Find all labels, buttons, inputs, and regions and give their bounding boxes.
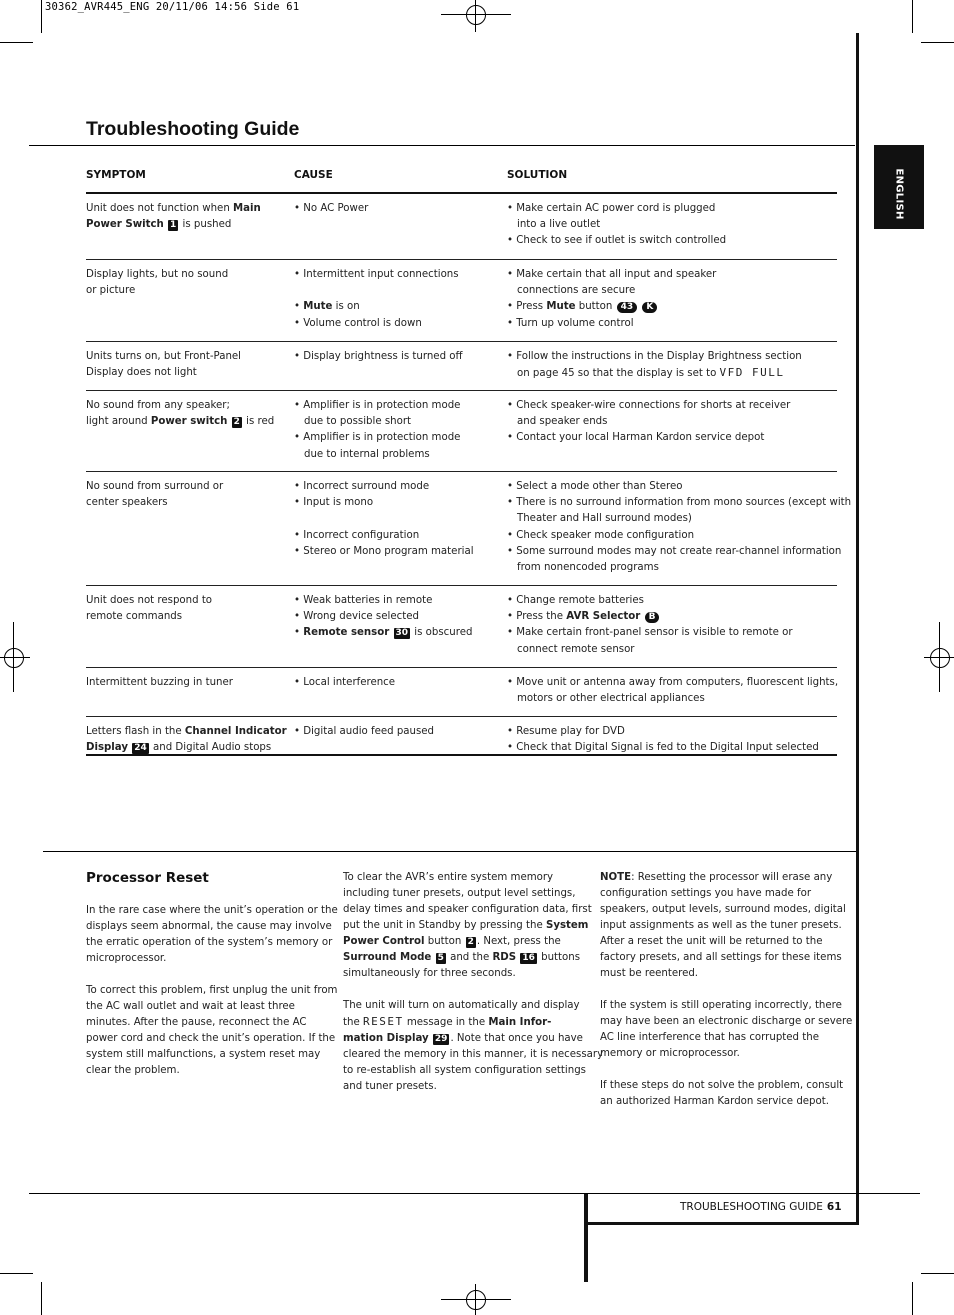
text-run: and Digital Audio stops <box>149 742 272 754</box>
text-line <box>600 934 845 950</box>
bullet-line: • Wrong device selected <box>294 611 419 623</box>
bullet-line: connect remote sensor <box>517 643 635 655</box>
text-run: No sound from surround or <box>86 481 224 492</box>
text-line <box>343 1031 588 1047</box>
section-rule <box>43 851 856 852</box>
bullet-line: into a live outlet <box>517 219 601 231</box>
solution-cell <box>507 675 837 707</box>
text-run: buttons <box>537 952 581 963</box>
page-number: 61 <box>826 1201 842 1213</box>
processor-reset-column-2 <box>343 870 604 1111</box>
text-run: cleared the memory in this manner, it is necessary <box>343 1049 604 1060</box>
bullet-line: • Display brightness is turned off <box>294 351 463 362</box>
text-line <box>343 1047 604 1063</box>
symptom-cell <box>86 724 286 756</box>
text-run: . Note that once you have <box>450 1033 583 1044</box>
text-run <box>164 219 167 230</box>
column-header-solution: SOLUTION <box>507 169 568 181</box>
text-run: Letters flash in the <box>86 726 185 737</box>
text-line <box>86 217 286 233</box>
bullet-line: motors or other electrical appliances <box>517 693 705 705</box>
bold-term: System <box>545 920 589 931</box>
page-right-rule <box>856 33 859 1225</box>
bullet-line: • Intermittent input connections <box>294 269 459 280</box>
registration-mark <box>4 648 24 668</box>
remote-button-badge: K <box>642 302 657 313</box>
text-line <box>86 283 286 299</box>
text-line <box>86 414 286 430</box>
text-line <box>86 479 286 495</box>
text-line <box>343 966 588 982</box>
text-line <box>86 1063 331 1079</box>
text-line <box>343 918 588 934</box>
page-title: Troubleshooting Guide <box>86 118 300 140</box>
solution-cell <box>507 267 837 332</box>
registration-mark <box>466 5 486 25</box>
text-run: the erratic operation of the system’s memory or <box>86 937 333 948</box>
text-run: Display does not light <box>86 367 197 379</box>
text-run: AC line interference that has corrupted the <box>600 1032 819 1043</box>
text-run: • <box>294 301 304 313</box>
text-run <box>128 742 131 753</box>
text-line <box>86 983 338 999</box>
paragraph <box>600 1078 845 1110</box>
text-run: or picture <box>86 285 136 297</box>
bullet-line: • Amplifier is in protection mode <box>294 400 461 411</box>
text-run: is red <box>242 416 275 428</box>
text-line <box>86 1031 336 1047</box>
text-line <box>343 1014 588 1031</box>
crop-mark <box>0 42 33 43</box>
text-run: Intermittent buzzing in tuner <box>86 677 233 688</box>
text-line <box>86 495 286 511</box>
cause-cell <box>294 593 499 642</box>
table-row <box>86 471 852 585</box>
bullet-line: • Check speaker mode configuration <box>507 529 695 541</box>
text-line <box>86 609 286 625</box>
display-readout: RESET <box>362 1015 404 1028</box>
text-run: clear the problem. <box>86 1065 180 1076</box>
bullet-line: • Follow the instructions in the Display Brightness section <box>507 351 802 362</box>
text-run: center speakers <box>86 497 168 509</box>
crop-mark <box>41 1282 42 1315</box>
text-line <box>600 1030 845 1046</box>
text-run: is pushed <box>179 219 232 231</box>
text-run: To correct this problem, first unplug the unit from <box>86 985 338 996</box>
text-run: microprocessor. <box>86 953 167 964</box>
bullet-line: • There is no surround information from mono sources (except with <box>507 497 852 509</box>
text-run: put the unit in Standby by pressing the <box>343 920 546 931</box>
text-run: may have been an electronic discharge or severe <box>600 1016 853 1027</box>
bullet-line: • Local interference <box>294 677 396 688</box>
text-line <box>507 299 837 315</box>
text-line <box>343 950 588 966</box>
text-line <box>343 1079 588 1095</box>
text-line <box>86 919 331 935</box>
registration-mark <box>441 14 511 15</box>
processor-reset-column-3 <box>600 870 853 1126</box>
cause-cell <box>294 201 499 217</box>
cause-cell <box>294 398 499 463</box>
bold-term: Channel Indicator <box>184 726 287 737</box>
crop-mark <box>0 1273 33 1274</box>
bullet-line: • Input is mono <box>294 497 374 509</box>
text-run: speakers, output levels, surround modes, digital <box>600 904 846 915</box>
text-line <box>86 724 286 740</box>
text-line <box>294 299 499 315</box>
text-line <box>86 1047 331 1063</box>
text-line <box>86 999 331 1015</box>
spacer <box>294 283 499 299</box>
crop-mark <box>921 1273 954 1274</box>
text-line <box>600 1014 853 1030</box>
processor-reset-heading: Processor Reset <box>86 870 209 886</box>
text-line <box>343 886 588 902</box>
registration-mark <box>0 657 30 658</box>
text-run <box>431 952 434 963</box>
bullet-line: • Stereo or Mono program material <box>294 545 474 557</box>
reference-number-badge: 5 <box>437 953 444 963</box>
solution-cell <box>507 398 837 447</box>
paragraph <box>600 998 853 1062</box>
language-label: ENGLISH <box>893 168 905 220</box>
symptom-cell <box>86 479 286 511</box>
text-run: remote commands <box>86 611 183 623</box>
text-run: Unit does not respond to <box>86 595 213 606</box>
bullet-line: • Incorrect surround mode <box>294 481 430 492</box>
paragraph <box>343 870 592 982</box>
bold-term: mation Display <box>343 1033 429 1044</box>
text-run: factory presets, and all settings for these items <box>600 952 842 963</box>
text-run: including tuner presets, output level settings, <box>343 888 576 899</box>
text-run: and the <box>446 952 493 963</box>
bold-term: Power Switch <box>86 219 164 231</box>
reference-number-badge: 2 <box>467 937 474 947</box>
text-line <box>600 886 845 902</box>
bullet-line: • Make certain AC power cord is plugged <box>507 203 716 214</box>
text-run: • Press <box>507 301 547 313</box>
text-run: message in the <box>403 1017 489 1028</box>
symptom-cell <box>86 349 286 381</box>
symptom-cell <box>86 675 286 691</box>
solution-cell <box>507 593 837 658</box>
text-line <box>343 902 592 918</box>
registration-mark <box>475 1284 476 1315</box>
text-line <box>600 998 845 1014</box>
table-row <box>86 341 837 390</box>
text-run: • Press the <box>507 611 567 623</box>
text-line <box>86 1015 331 1031</box>
bold-term: Surround Mode <box>343 952 432 963</box>
crop-mark <box>912 1282 913 1315</box>
bullet-line: • Check to see if outlet is switch controlled <box>507 235 727 247</box>
text-run: The unit will turn on automatically and display <box>343 1000 580 1011</box>
reference-number-badge: 2 <box>233 417 240 428</box>
language-tab <box>874 145 924 229</box>
table-row <box>86 716 837 764</box>
reference-number-badge: 1 <box>170 220 177 231</box>
table-row <box>86 585 837 667</box>
title-rule <box>29 145 855 146</box>
crop-mark <box>41 0 42 33</box>
print-slug: 30362_AVR445_ENG 20/11/06 14:56 Side 61 <box>45 1 300 13</box>
text-run: must be reentered. <box>600 968 699 979</box>
registration-mark <box>939 622 940 692</box>
bullet-line: due to possible short <box>304 416 412 428</box>
text-line <box>86 935 331 951</box>
bold-term: Main <box>233 203 261 214</box>
troubleshooting-table <box>86 192 852 764</box>
bold-term: NOTE <box>600 872 632 883</box>
solution-cell <box>507 201 837 250</box>
text-line <box>343 998 588 1014</box>
text-run <box>389 627 392 638</box>
paragraph <box>86 983 338 1079</box>
bullet-line: • Weak batteries in remote <box>294 595 433 606</box>
text-line <box>600 1046 845 1062</box>
text-line <box>86 201 286 217</box>
bullet-line: • Volume control is down <box>294 317 422 329</box>
text-run: simultaneously for three seconds. <box>343 968 516 979</box>
text-run: No sound from any speaker; <box>86 400 230 411</box>
text-line <box>343 870 588 886</box>
text-run <box>638 301 641 312</box>
text-line <box>86 675 286 691</box>
solution-cell <box>507 479 852 576</box>
bullet-line: • Change remote batteries <box>507 595 644 606</box>
reference-number-badge: 16 <box>522 953 535 963</box>
solution-cell <box>507 349 837 382</box>
text-run: Display lights, but no sound <box>86 269 229 280</box>
text-run: : Resetting the processor will erase any <box>631 872 833 883</box>
text-run: an authorized Harman Kardon service depot. <box>600 1096 829 1107</box>
text-run: displays seem abnormal, the cause may involve <box>86 921 332 932</box>
text-run: To clear the AVR’s entire system memory <box>343 872 554 883</box>
text-run: delay times and speaker configuration data, first <box>343 904 592 915</box>
text-run: on page 45 so that the display is set to <box>517 368 720 380</box>
reference-number-badge: 24 <box>134 743 147 754</box>
text-run: and tuner presets. <box>343 1081 437 1092</box>
remote-button-badge: B <box>645 612 660 623</box>
bullet-line: from nonencoded programs <box>517 562 659 574</box>
text-run: input assignments as well as the tuner presets. <box>600 920 842 931</box>
bullet-line: • Amplifier is in protection mode <box>294 432 461 444</box>
text-line <box>86 903 338 919</box>
text-run <box>227 416 230 427</box>
bullet-line: • Turn up volume control <box>507 317 634 329</box>
bold-term: Mute <box>546 301 576 313</box>
table-row <box>86 192 837 259</box>
paragraph <box>600 870 845 982</box>
text-run: the <box>343 1017 363 1028</box>
bullet-line: • Check speaker-wire connections for shorts at receiver <box>507 400 791 411</box>
text-run <box>516 952 519 963</box>
symptom-cell <box>86 593 286 625</box>
cause-cell <box>294 724 499 740</box>
table-row <box>86 390 837 471</box>
table-row <box>86 667 837 716</box>
bullet-line: • Incorrect configuration <box>294 529 420 541</box>
paragraph <box>86 903 338 967</box>
registration-mark <box>466 1290 486 1310</box>
registration-mark <box>13 622 14 692</box>
text-line <box>600 918 845 934</box>
bold-term: RDS <box>492 952 517 963</box>
text-line <box>86 398 286 414</box>
table-bottom-rule <box>86 754 837 756</box>
text-line <box>86 365 286 381</box>
processor-reset-column-1 <box>86 903 338 1095</box>
text-run: the AC wall outlet and wait at least three <box>86 1001 295 1012</box>
cause-cell <box>294 479 499 560</box>
bold-term: Power Control <box>343 936 425 947</box>
text-run: After a reset the unit will be returned to the <box>600 936 823 947</box>
text-line <box>600 950 845 966</box>
bullet-line: • Contact your local Harman Kardon service depot <box>507 432 765 444</box>
bold-term: AVR Selector <box>566 611 641 623</box>
bullet-line: connections are secure <box>517 285 636 297</box>
crop-mark <box>921 42 954 43</box>
footer-rule <box>29 1193 920 1194</box>
text-run: system still malfunctions, a system reset may <box>86 1049 321 1060</box>
text-line <box>507 365 837 382</box>
text-run: power cord and check the unit’s operation. If the <box>86 1033 336 1044</box>
reference-number-badge: 30 <box>395 628 409 639</box>
text-line <box>600 1078 845 1094</box>
text-line <box>600 870 845 886</box>
display-readout: VFD FULL <box>719 366 785 380</box>
bullet-line: Theater and Hall surround modes) <box>517 513 692 525</box>
footer-label: TROUBLESHOOTING GUIDE <box>680 1201 823 1213</box>
bold-term: Power switch <box>150 416 228 428</box>
bullet-line: • No AC Power <box>294 203 369 214</box>
bullet-line: • Some surround modes may not create rear-channel information <box>507 545 842 557</box>
cause-cell <box>294 267 499 332</box>
text-run <box>429 1033 432 1044</box>
bold-term: Main Infor- <box>488 1017 552 1028</box>
bold-term: Remote sensor <box>303 627 390 639</box>
text-run: to re-establish all system configuration settings <box>343 1065 586 1076</box>
text-run: If the system is still operating incorrectly, there <box>600 1000 842 1011</box>
text-run: • <box>294 627 304 639</box>
text-run: memory or microprocessor. <box>600 1048 740 1059</box>
text-line <box>600 966 845 982</box>
text-run: In the rare case where the unit’s operation or the <box>86 905 338 916</box>
registration-mark <box>441 1299 511 1300</box>
registration-mark <box>930 648 950 668</box>
symptom-cell <box>86 267 286 299</box>
bullet-line: • Move unit or antenna away from computers, fluorescent lights, <box>507 677 839 688</box>
text-run: Units turns on, but Front-Panel <box>86 351 241 362</box>
bullet-line: • Resume play for DVD <box>507 726 625 737</box>
bullet-line: and speaker ends <box>517 416 608 428</box>
text-run: . Next, press the <box>476 936 561 947</box>
column-header-cause: CAUSE <box>294 169 333 181</box>
text-line <box>294 625 499 641</box>
text-run <box>640 611 643 622</box>
text-run: is on <box>332 301 360 313</box>
spacer <box>294 511 499 527</box>
text-line <box>507 609 837 625</box>
text-line <box>86 593 286 609</box>
bullet-line: due to internal problems <box>304 448 430 460</box>
registration-mark <box>475 0 476 32</box>
bullet-line: • Make certain that all input and speaker <box>507 269 717 280</box>
text-run: light around <box>86 416 151 428</box>
text-line <box>86 267 286 283</box>
text-run: Unit does not function when <box>86 203 234 214</box>
paragraph <box>343 998 604 1095</box>
text-line <box>343 1063 588 1079</box>
footer-base-rule <box>588 1222 859 1225</box>
page-footer <box>680 1201 842 1213</box>
bullet-line: • Make certain front-panel sensor is visible to remote or <box>507 627 793 639</box>
solution-cell <box>507 724 837 756</box>
text-line <box>600 1094 845 1110</box>
remote-button-badge: 43 <box>617 302 638 313</box>
text-line <box>343 934 588 950</box>
cause-cell <box>294 675 499 691</box>
crop-mark <box>912 0 913 33</box>
text-run: is obscured <box>411 627 473 639</box>
text-line <box>86 951 331 967</box>
symptom-cell <box>86 201 286 233</box>
cause-cell <box>294 349 499 365</box>
text-run: If these steps do not solve the problem, consult <box>600 1080 844 1091</box>
text-run: button <box>424 936 465 947</box>
bullet-line: • Select a mode other than Stereo <box>507 481 683 492</box>
footer-left-rule <box>584 1193 588 1282</box>
table-row <box>86 259 837 341</box>
bullet-line: • Check that Digital Signal is fed to the Digital Input selected <box>507 742 819 754</box>
column-header-symptom: SYMPTOM <box>86 169 146 181</box>
text-run: minutes. After the pause, reconnect the AC <box>86 1017 307 1028</box>
text-line <box>600 902 845 918</box>
text-run: configuration settings you have made for <box>600 888 812 899</box>
bold-term: Mute <box>303 301 333 313</box>
bullet-line: • Digital audio feed paused <box>294 726 435 737</box>
text-line <box>86 349 286 365</box>
reference-number-badge: 29 <box>434 1034 448 1044</box>
symptom-cell <box>86 398 286 430</box>
text-run: button <box>575 301 616 313</box>
bold-term: Display <box>86 742 128 754</box>
